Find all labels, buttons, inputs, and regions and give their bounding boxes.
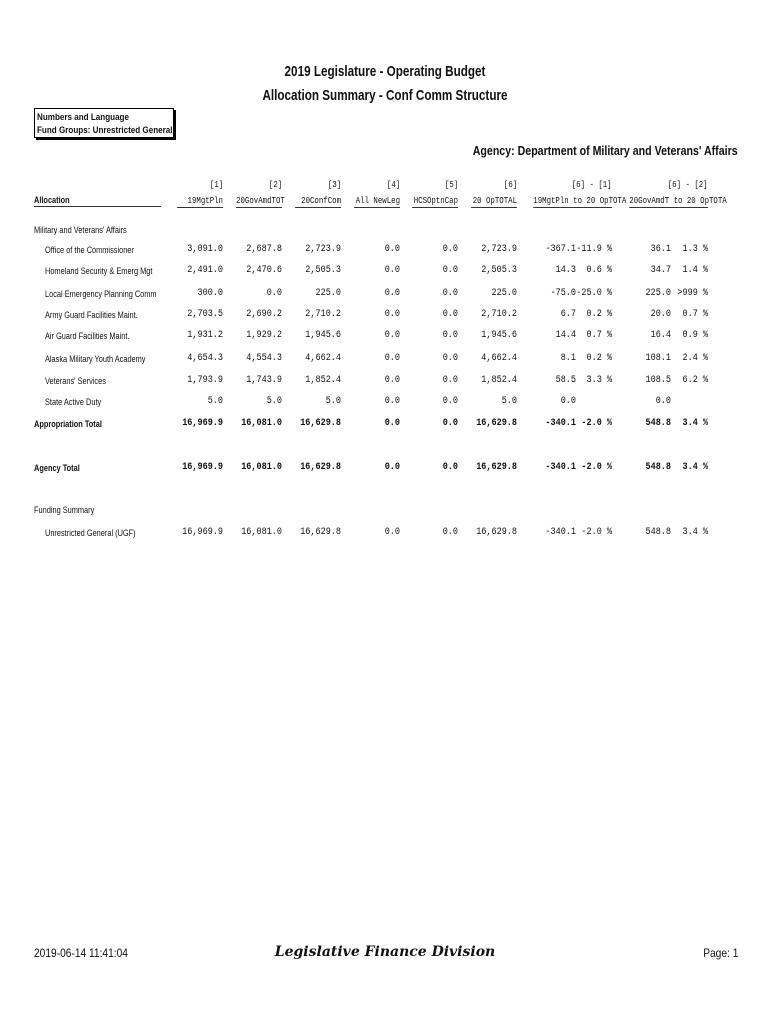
row-c3: 2,723.9 [305,244,341,255]
row-diff1-value: 8.1 [560,353,576,364]
col-c4-index: [4] [386,180,400,190]
row-diff1-pct: 0.7 % [586,330,612,341]
row-c3: 2,505.3 [305,265,341,276]
row-c5: 0.0 [442,353,458,364]
col-c4-header: All NewLeg [355,196,400,206]
row-c2: 0.0 [266,288,282,299]
row-c5: 0.0 [442,462,458,473]
row-c6: 16,629.8 [476,462,517,473]
row-c5: 0.0 [442,375,458,386]
row-diff1-pct: -2.0 % [581,418,612,429]
col-c2-index: [2] [268,180,282,190]
row-c6: 5.0 [501,396,517,407]
row-name: Air Guard Facilities Maint. [45,331,130,341]
row-c6: 16,629.8 [476,418,517,429]
row-name: Homeland Security & Emerg Mgt [45,266,153,276]
row-diff2-value: 108.5 [645,375,671,386]
row-c6: 1,852.4 [481,375,517,386]
row-diff1-value: 58.5 [555,375,576,386]
row-c2: 1,929.2 [246,330,282,341]
row-c4: 0.0 [384,527,400,538]
row-c4: 0.0 [384,418,400,429]
col-c5-header: HCSOptnCap [413,196,458,206]
row-c5: 0.0 [442,396,458,407]
row-c2: 2,690.2 [246,309,282,320]
filter-line-1: Numbers and Language [37,112,129,123]
col-allocation-header: Allocation [34,195,161,207]
row-c5: 0.0 [442,527,458,538]
row-diff1-pct: 0.2 % [586,353,612,364]
row-c4: 0.0 [384,396,400,407]
row-diff1-value: -340.1 [545,462,576,473]
row-diff1-value: 6.7 [560,309,576,320]
row-c5: 0.0 [442,265,458,276]
row-diff2-value: 548.8 [645,462,671,473]
row-diff2-pct: 1.4 % [682,265,708,276]
row-diff1-value: -75.0 [550,288,576,299]
row-c4: 0.0 [384,375,400,386]
row-c1: 5.0 [207,396,223,407]
row-c3: 5.0 [325,396,341,407]
row-c5: 0.0 [442,309,458,320]
row-c3: 1,945.6 [305,330,341,341]
row-diff1-value: -340.1 [545,418,576,429]
row-name: Veterans' Services [45,376,106,386]
report-subtitle: Allocation Summary - Conf Comm Structure [262,87,508,104]
row-diff2-value: 20.0 [650,309,671,320]
row-c3: 225.0 [315,288,341,299]
col-c1-index: [1] [209,180,223,190]
row-c5: 0.0 [442,330,458,341]
col-d2-header: 20GovAmdT to 20 OpTOTA [629,196,727,206]
row-diff1-pct: -25.0 % [576,288,612,299]
row-diff2-value: 36.1 [650,244,671,255]
row-c2: 16,081.0 [241,527,282,538]
col-c6-index: [6] [503,180,517,190]
row-diff2-value: 108.1 [645,353,671,364]
row-c1: 2,703.5 [187,309,223,320]
col-c6-header: 20 OpTOTAL [472,196,517,206]
row-diff1-value: 14.3 [555,265,576,276]
filter-box [34,108,174,138]
row-diff2-value: 0.0 [655,396,671,407]
row-diff2-pct: 3.4 % [682,527,708,538]
footer-timestamp: 2019-06-14 11:41:04 [34,946,128,960]
row-c4: 0.0 [384,288,400,299]
row-diff1-pct: -2.0 % [581,462,612,473]
row-c2: 2,687.8 [246,244,282,255]
row-c2: 16,081.0 [241,418,282,429]
row-diff1-value: -340.1 [545,527,576,538]
row-c4: 0.0 [384,309,400,320]
filter-line-2: Fund Groups: Unrestricted General [37,125,173,136]
row-name: Agency Total [34,463,80,473]
col-c2-header: 20GovAmdTOT [236,196,285,206]
row-diff1-pct: 3.3 % [586,375,612,386]
row-diff1-value: -367.1 [545,244,576,255]
row-c6: 2,505.3 [481,265,517,276]
row-name: State Active Duty [45,397,102,407]
row-name: Appropriation Total [34,419,102,429]
row-diff2-value: 548.8 [645,418,671,429]
row-c6: 4,662.4 [481,353,517,364]
row-c1: 16,969.9 [182,527,223,538]
row-diff1-pct: -2.0 % [581,527,612,538]
agency-label: Agency: Department of Military and Veterans' Affairs [473,144,738,158]
row-c1: 3,091.0 [187,244,223,255]
row-diff2-pct: 0.7 % [682,309,708,320]
row-diff2-pct: 3.4 % [682,418,708,429]
row-c1: 16,969.9 [182,418,223,429]
row-c1: 4,654.3 [187,353,223,364]
row-c2: 4,554.3 [246,353,282,364]
row-name: Office of the Commissioner [45,245,134,255]
row-c4: 0.0 [384,244,400,255]
row-c4: 0.0 [384,265,400,276]
report-title: 2019 Legislature - Operating Budget [284,63,486,80]
row-c4: 0.0 [384,330,400,341]
row-c1: 16,969.9 [182,462,223,473]
row-diff2-pct: 3.4 % [682,462,708,473]
col-c5-index: [5] [444,180,458,190]
row-c3: 16,629.8 [300,527,341,538]
row-c5: 0.0 [442,244,458,255]
row-c6: 2,723.9 [481,244,517,255]
row-name: Alaska Military Youth Academy [45,354,146,364]
row-c6: 16,629.8 [476,527,517,538]
row-diff2-pct: >999 % [677,288,708,299]
row-c2: 16,081.0 [241,462,282,473]
row-c2: 2,470.6 [246,265,282,276]
row-diff1-pct: 0.6 % [586,265,612,276]
footer-division: Legislative Finance Division [274,944,496,960]
row-c4: 0.0 [384,353,400,364]
row-c5: 0.0 [442,288,458,299]
row-diff1-pct: -11.9 % [576,244,612,255]
col-d2-index: [6] - [2] [668,180,708,190]
row-c5: 0.0 [442,418,458,429]
row-c3: 1,852.4 [305,375,341,386]
row-c1: 2,491.0 [187,265,223,276]
row-c6: 1,945.6 [481,330,517,341]
row-c2: 5.0 [266,396,282,407]
row-c3: 2,710.2 [305,309,341,320]
col-d1-index: [6] - [1] [572,180,612,190]
row-c6: 2,710.2 [481,309,517,320]
row-diff2-value: 34.7 [650,265,671,276]
row-diff2-value: 225.0 [645,288,671,299]
row-c2: 1,743.9 [246,375,282,386]
row-diff2-value: 16.4 [650,330,671,341]
row-c3: 16,629.8 [300,418,341,429]
row-diff1-pct: 0.2 % [586,309,612,320]
row-c3: 4,662.4 [305,353,341,364]
col-d1-header: 19MgtPln to 20 OpTOTA [533,196,627,206]
col-c3-index: [3] [327,180,341,190]
row-c1: 1,793.9 [187,375,223,386]
row-c1: 1,931.2 [187,330,223,341]
row-name: Unrestricted General (UGF) [45,528,136,538]
row-diff1-value: 14.4 [555,330,576,341]
row-diff2-value: 548.8 [645,527,671,538]
row-diff2-pct: 2.4 % [682,353,708,364]
row-diff2-pct: 1.3 % [682,244,708,255]
row-name: Local Emergency Planning Comm [45,289,157,299]
funding-summary-label: Funding Summary [34,505,95,515]
row-c1: 300.0 [197,288,223,299]
section-label: Military and Veterans' Affairs [34,225,127,235]
row-diff2-pct: 6.2 % [682,375,708,386]
col-c3-header: 20ConfCom [295,196,341,208]
row-diff2-pct: 0.9 % [682,330,708,341]
row-c4: 0.0 [384,462,400,473]
col-c1-header: 19MgtPln [177,196,223,208]
row-name: Army Guard Facilities Maint. [45,310,138,320]
row-diff1-value: 0.0 [560,396,576,407]
row-c6: 225.0 [491,288,517,299]
row-c3: 16,629.8 [300,462,341,473]
footer-page: Page: 1 [702,946,738,960]
